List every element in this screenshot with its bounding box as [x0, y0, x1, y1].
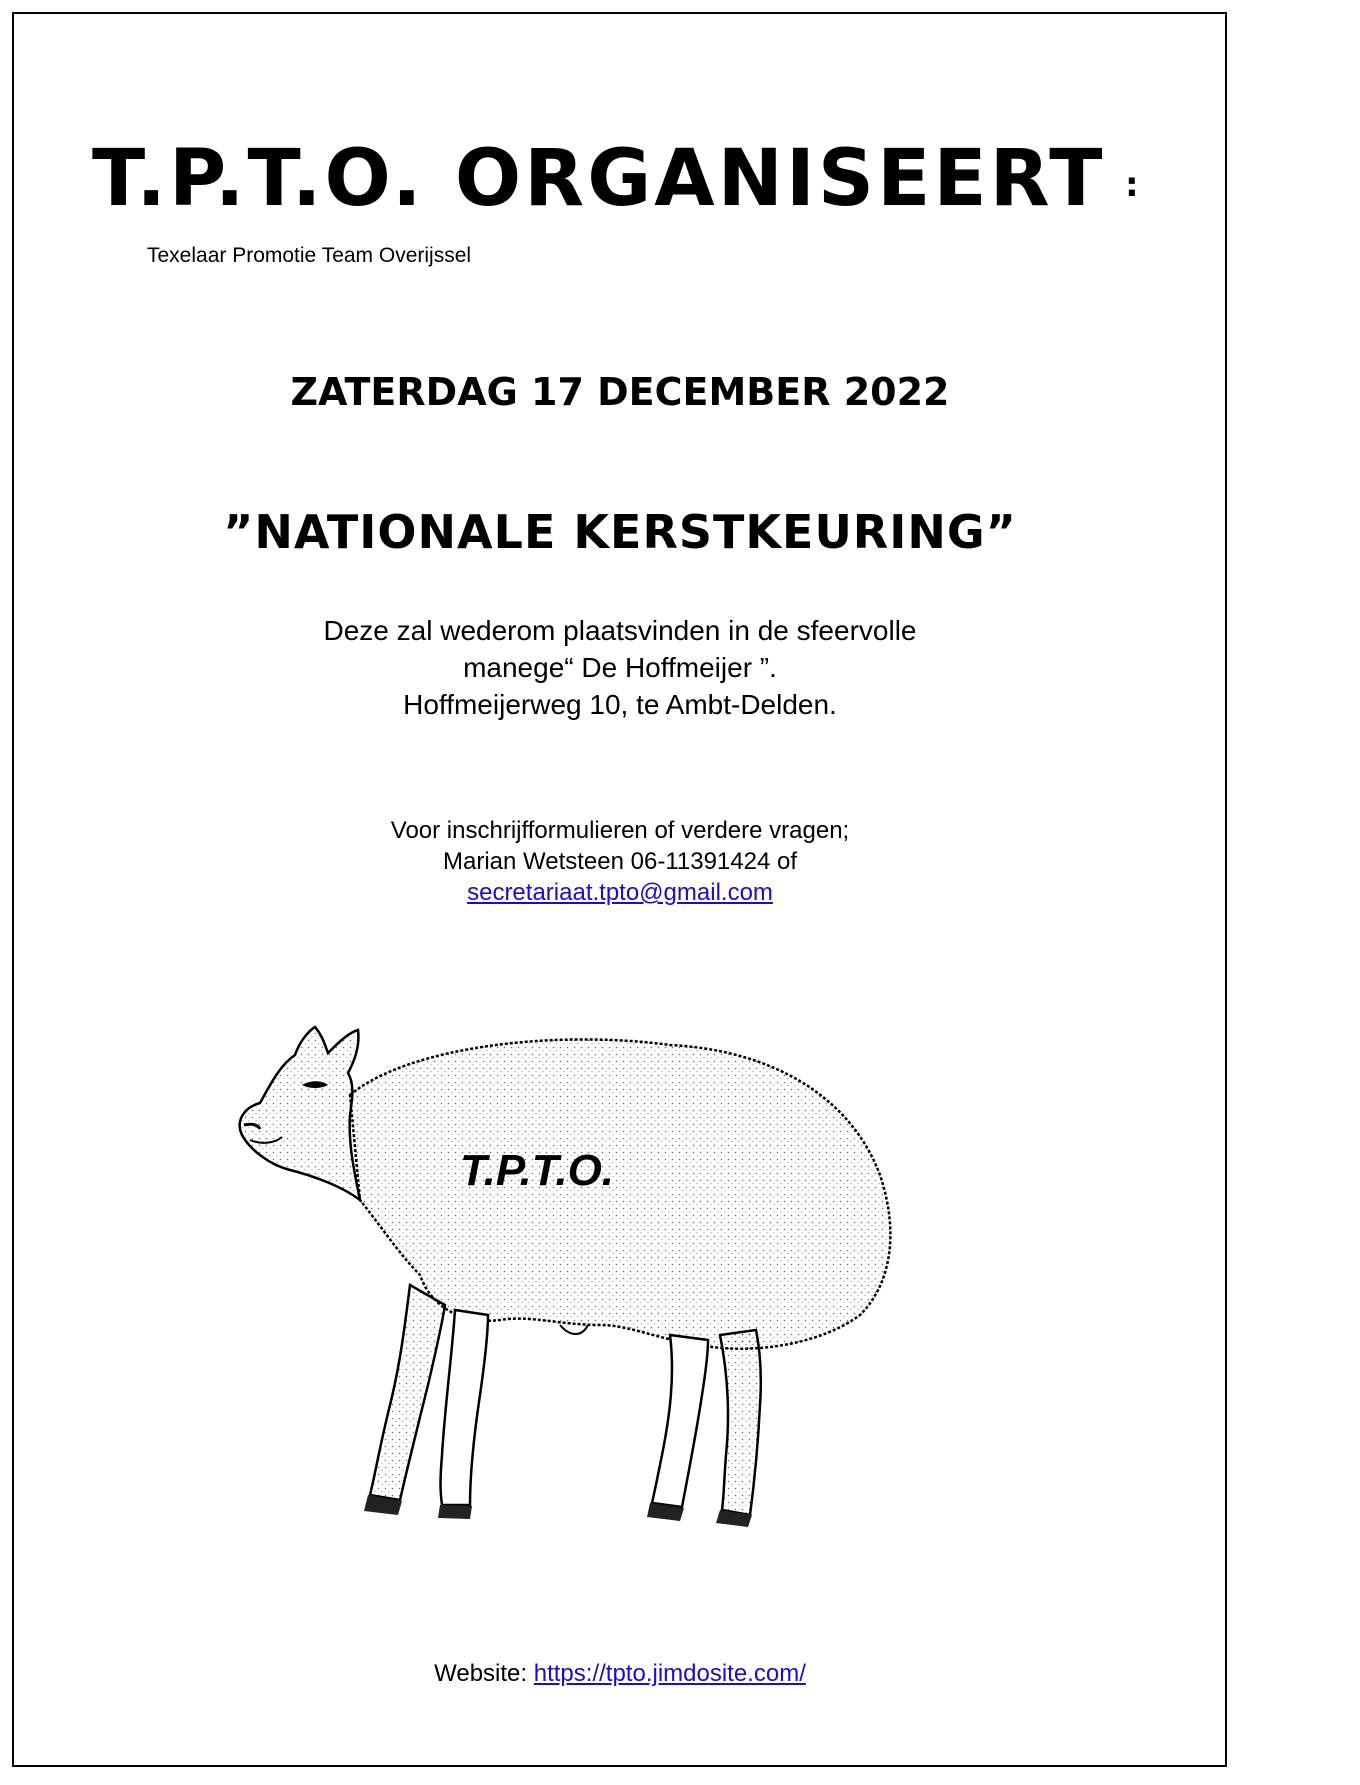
contact-info [0, 815, 1240, 908]
sheep-label: T.P.T.O. [460, 1146, 615, 1195]
website-line [0, 1660, 1240, 1688]
location-info [0, 612, 1240, 723]
contact-line-2: Marian Wetsteen 06-11391424 of [442, 848, 797, 875]
contact-line-1: Voor inschrijfformulieren of verdere vragen; [390, 817, 850, 844]
location-line-2: manege“ De Hoffmeijer ”. [463, 652, 777, 683]
page-title: T.P.T.O. ORGANISEERT [92, 134, 1106, 224]
event-date: ZATERDAG 17 DECEMBER 2022 [290, 370, 950, 414]
location-line-1: Deze zal wederom plaatsvinden in de sfeervolle [323, 615, 917, 646]
sheep-illustration-icon [230, 1025, 905, 1530]
title-colon: : [1125, 165, 1139, 205]
event-name: ”NATIONALE KERSTKEURING” [223, 505, 1017, 559]
email-link[interactable]: secretariaat.tpto@gmail.com [467, 879, 773, 906]
website-link[interactable]: https://tpto.jimdosite.com/ [533, 1660, 806, 1687]
location-line-3: Hoffmeijerweg 10, te Ambt-Delden. [403, 689, 837, 720]
organization-subtitle: Texelaar Promotie Team Overijssel [147, 244, 472, 267]
website-label: Website: [434, 1660, 528, 1687]
